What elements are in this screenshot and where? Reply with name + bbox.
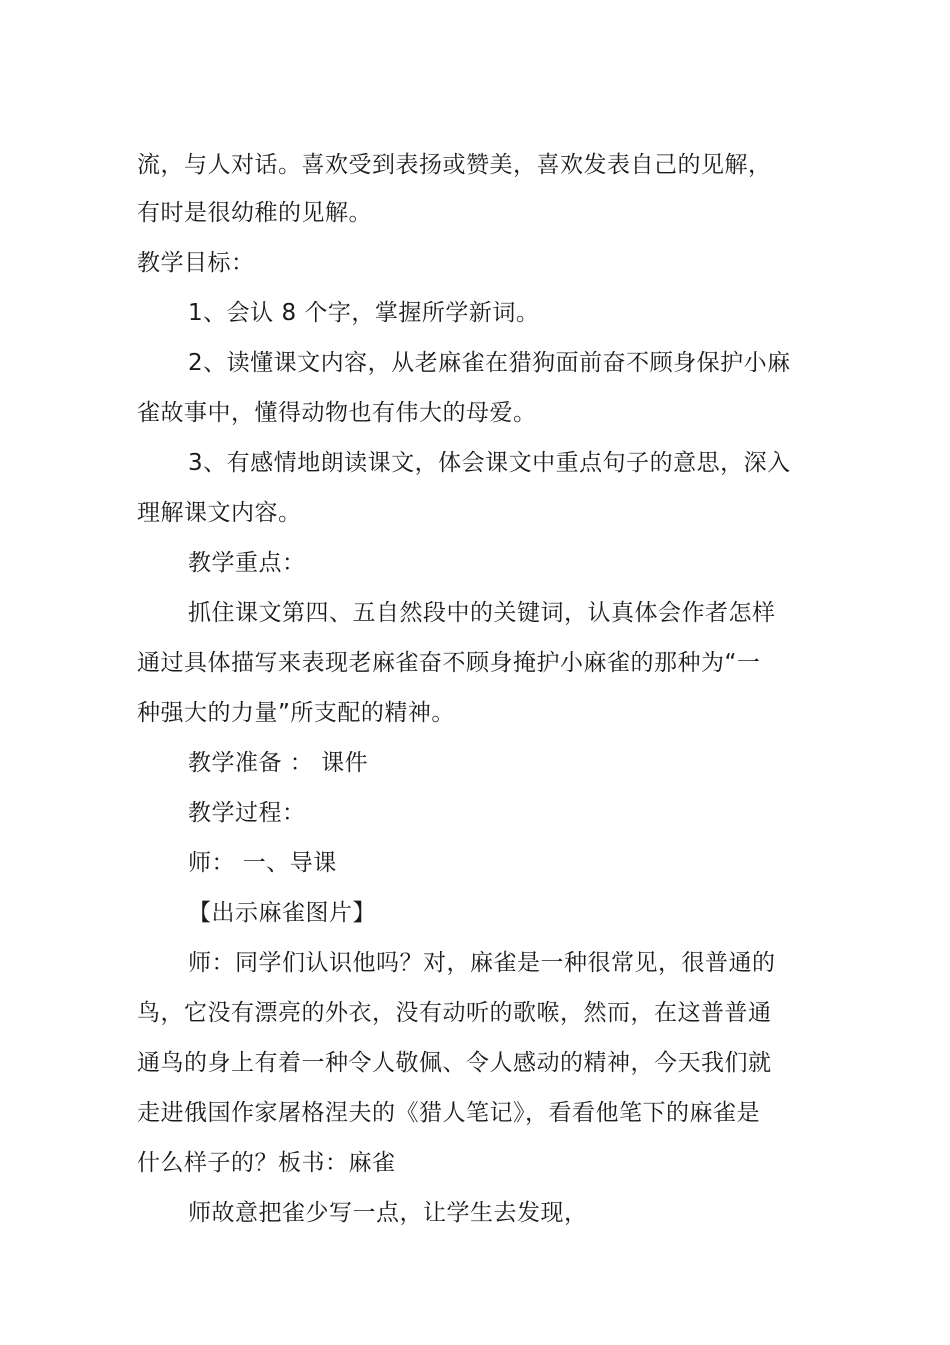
- paragraph-line: 师：同学们认识他吗？对，麻雀是一种很常见，很普通的: [188, 950, 776, 976]
- paragraph-line: 流，与人对话。喜欢受到表扬或赞美，喜欢发表自己的见解，: [137, 152, 772, 178]
- paragraph-line: 雀故事中，懂得动物也有伟大的母爱。: [137, 400, 537, 426]
- section-heading-key-points: 教学重点：: [188, 550, 306, 576]
- paragraph-line: 通过具体描写来表现老麻雀奋不顾身掩护小麻雀的那种为“一: [137, 650, 761, 676]
- paragraph-line: 什么样子的？板书：麻雀: [137, 1150, 396, 1176]
- objective-item-1: 1、会认 8 个字，掌握所学新词。: [188, 300, 540, 326]
- paragraph-line: 走进俄国作家屠格涅夫的《猎人笔记》，看看他笔下的麻雀是: [137, 1100, 760, 1126]
- objective-item-2: 2、读懂课文内容，从老麻雀在猎狗面前奋不顾身保护小麻: [188, 350, 791, 376]
- paragraph-line: 师： 一、导课: [188, 850, 337, 876]
- paragraph-line: 种强大的力量”所支配的精神。: [137, 700, 455, 726]
- paragraph-line: 通鸟的身上有着一种令人敬佩、令人感动的精神，今天我们就: [137, 1050, 772, 1076]
- paragraph-line: 理解课文内容。: [137, 500, 302, 526]
- paragraph-line: 抓住课文第四、五自然段中的关键词，认真体会作者怎样: [188, 600, 776, 626]
- paragraph-line: 师故意把雀少写一点，让学生去发现，: [188, 1200, 588, 1226]
- paragraph-line: 鸟，它没有漂亮的外衣，没有动听的歌喉，然而，在这普普通: [137, 1000, 772, 1026]
- section-heading-preparation: 教学准备 ： 课件: [188, 750, 369, 776]
- section-heading-process: 教学过程：: [188, 800, 306, 826]
- paragraph-line: 【出示麻雀图片】: [188, 900, 376, 926]
- paragraph-line: 有时是很幼稚的见解。: [137, 200, 372, 226]
- section-heading-objectives: 教学目标：: [137, 250, 255, 276]
- objective-item-3: 3、有感情地朗读课文，体会课文中重点句子的意思，深入: [188, 450, 791, 476]
